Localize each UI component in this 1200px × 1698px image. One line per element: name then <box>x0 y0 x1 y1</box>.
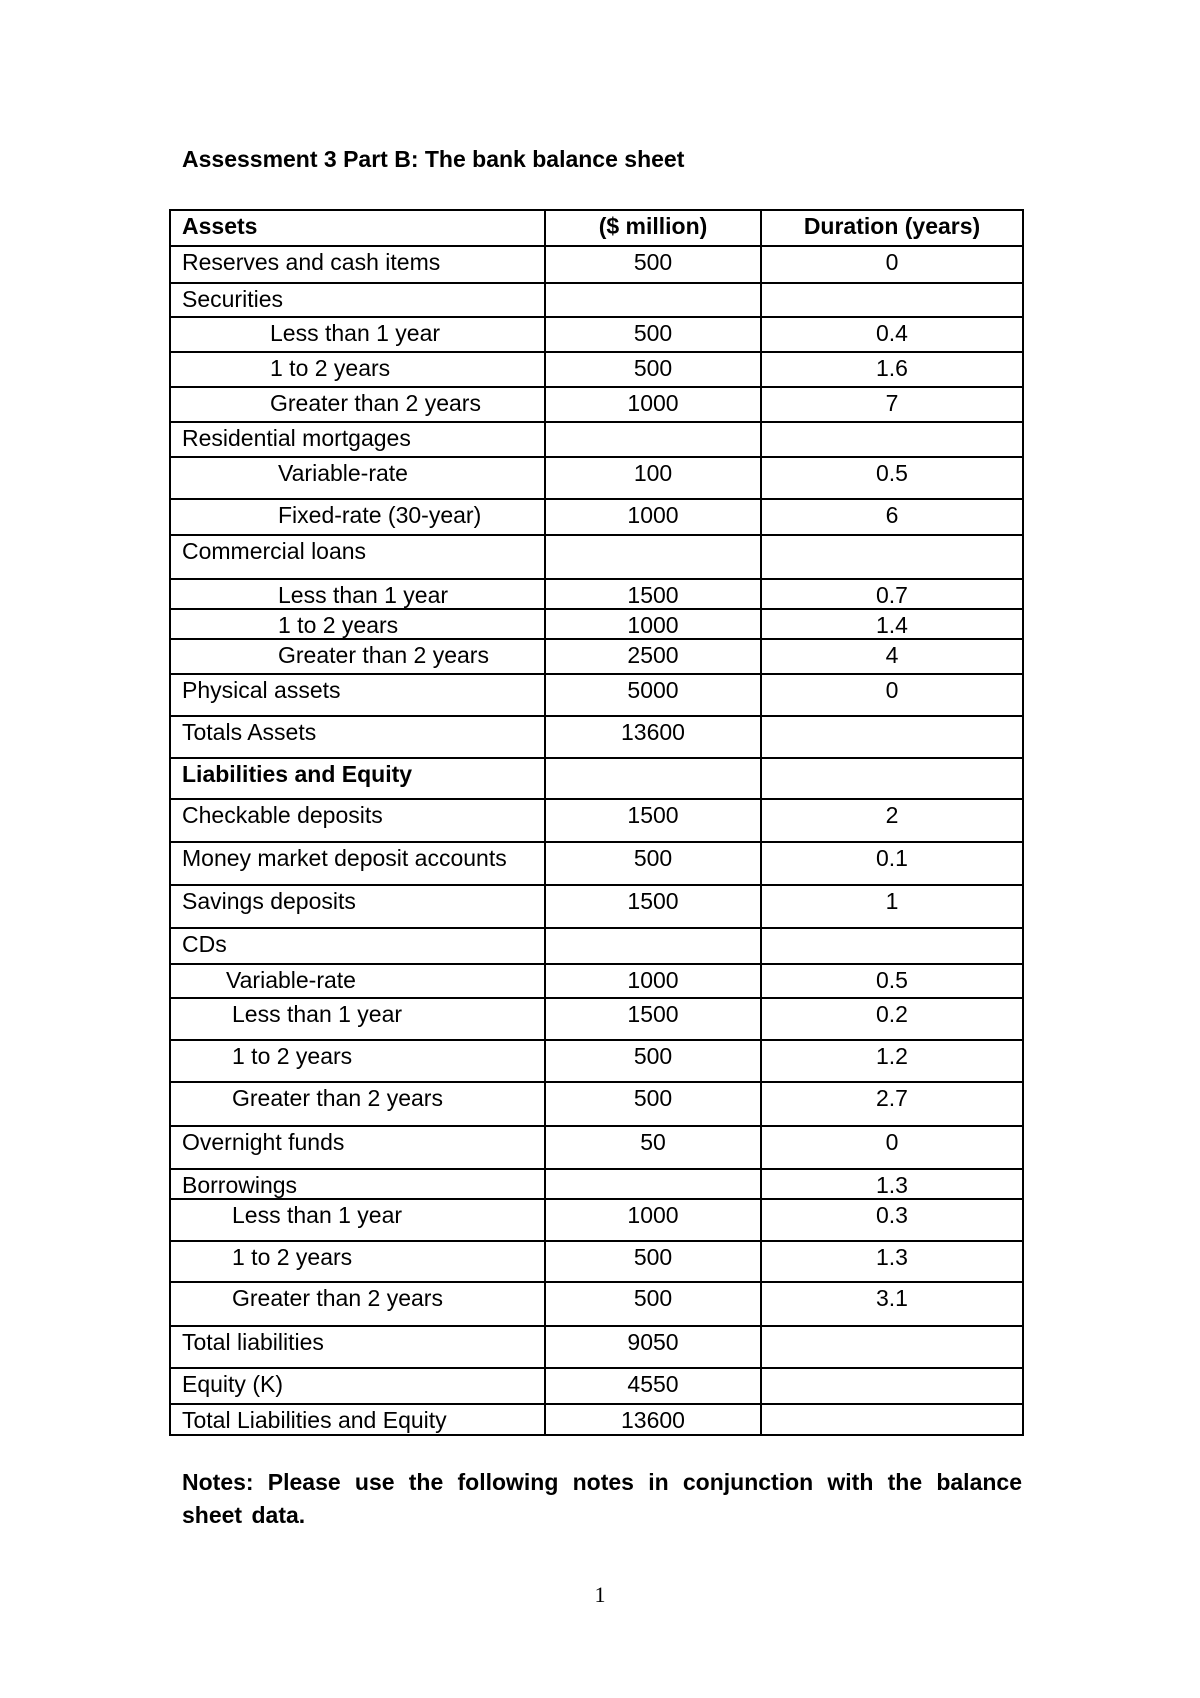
table-row <box>170 579 1023 609</box>
row-amount: 1000 <box>545 387 761 422</box>
row-label: Equity (K) <box>170 1368 545 1404</box>
row-duration: 0 <box>761 674 1023 716</box>
row-amount: 500 <box>545 246 761 283</box>
row-duration: 2 <box>761 799 1023 842</box>
table-row <box>170 499 1023 535</box>
row-amount <box>545 283 761 317</box>
table-row <box>170 283 1023 317</box>
row-amount <box>545 1169 761 1199</box>
row-label: 1 to 2 years <box>170 352 545 387</box>
row-amount: 2500 <box>545 639 761 674</box>
row-label: Greater than 2 years <box>170 387 545 422</box>
row-amount: 500 <box>545 1082 761 1126</box>
row-amount: 4550 <box>545 1368 761 1404</box>
table-row <box>170 639 1023 674</box>
row-amount <box>545 758 761 799</box>
row-duration: 0.5 <box>761 964 1023 998</box>
table-row <box>170 1169 1023 1199</box>
row-amount: 1000 <box>545 499 761 535</box>
row-duration <box>761 422 1023 457</box>
row-duration <box>761 1404 1023 1435</box>
row-amount <box>545 928 761 964</box>
row-amount <box>545 535 761 579</box>
row-amount: 1500 <box>545 998 761 1040</box>
table-row <box>170 535 1023 579</box>
table-row <box>170 1241 1023 1282</box>
row-amount: 9050 <box>545 1326 761 1368</box>
row-duration: 0.5 <box>761 457 1023 499</box>
header-duration: Duration (years) <box>761 210 1023 246</box>
row-amount: 1000 <box>545 609 761 639</box>
row-amount: 1500 <box>545 579 761 609</box>
row-duration <box>761 1326 1023 1368</box>
row-duration: 2.7 <box>761 1082 1023 1126</box>
row-amount: 1000 <box>545 1199 761 1241</box>
balance-sheet-table <box>169 209 1024 1436</box>
row-label: Money market deposit accounts <box>170 842 545 885</box>
table-row <box>170 317 1023 352</box>
row-label: Residential mortgages <box>170 422 545 457</box>
row-label: Less than 1 year <box>170 579 545 609</box>
row-label: Variable-rate <box>170 964 545 998</box>
row-duration: 3.1 <box>761 1282 1023 1326</box>
row-label: 1 to 2 years <box>170 1040 545 1082</box>
row-duration <box>761 928 1023 964</box>
row-amount: 500 <box>545 1040 761 1082</box>
row-label: Variable-rate <box>170 457 545 499</box>
row-label: Savings deposits <box>170 885 545 928</box>
table-row <box>170 799 1023 842</box>
row-duration: 0.7 <box>761 579 1023 609</box>
table-row <box>170 422 1023 457</box>
row-label: Borrowings <box>170 1169 545 1199</box>
row-duration <box>761 716 1023 758</box>
row-duration: 0.4 <box>761 317 1023 352</box>
row-label: Commercial loans <box>170 535 545 579</box>
row-amount: 500 <box>545 352 761 387</box>
row-duration: 0 <box>761 1126 1023 1169</box>
table-row <box>170 1404 1023 1435</box>
table-row <box>170 609 1023 639</box>
row-duration <box>761 283 1023 317</box>
table-row <box>170 1282 1023 1326</box>
row-amount: 13600 <box>545 716 761 758</box>
table-row <box>170 674 1023 716</box>
row-label: CDs <box>170 928 545 964</box>
table-row <box>170 1326 1023 1368</box>
row-label: Reserves and cash items <box>170 246 545 283</box>
table-row <box>170 716 1023 758</box>
row-amount: 1500 <box>545 799 761 842</box>
row-amount: 500 <box>545 317 761 352</box>
row-amount <box>545 422 761 457</box>
row-label: Checkable deposits <box>170 799 545 842</box>
row-duration: 0 <box>761 246 1023 283</box>
row-duration: 0.1 <box>761 842 1023 885</box>
table-row <box>170 885 1023 928</box>
row-label: 1 to 2 years <box>170 609 545 639</box>
table-row <box>170 352 1023 387</box>
row-label: Greater than 2 years <box>170 1282 545 1326</box>
row-duration: 1.3 <box>761 1241 1023 1282</box>
row-amount: 1000 <box>545 964 761 998</box>
table-row <box>170 1368 1023 1404</box>
table-row <box>170 998 1023 1040</box>
row-amount: 1500 <box>545 885 761 928</box>
row-amount: 500 <box>545 1282 761 1326</box>
row-label: 1 to 2 years <box>170 1241 545 1282</box>
table-row <box>170 758 1023 799</box>
row-label: Securities <box>170 283 545 317</box>
row-label: Less than 1 year <box>170 998 545 1040</box>
row-label: Physical assets <box>170 674 545 716</box>
row-duration: 1.6 <box>761 352 1023 387</box>
row-amount: 13600 <box>545 1404 761 1435</box>
row-amount: 100 <box>545 457 761 499</box>
table-row <box>170 387 1023 422</box>
table-row <box>170 842 1023 885</box>
row-duration: 4 <box>761 639 1023 674</box>
row-duration: 7 <box>761 387 1023 422</box>
header-assets: Assets <box>170 210 545 246</box>
section-heading-liabilities: Liabilities and Equity <box>170 758 545 799</box>
table-header-row <box>170 210 1023 246</box>
row-duration <box>761 758 1023 799</box>
row-duration: 1.3 <box>761 1169 1023 1199</box>
row-label: Total Liabilities and Equity <box>170 1404 545 1435</box>
page-number: 1 <box>594 1582 606 1607</box>
row-duration: 1.4 <box>761 609 1023 639</box>
row-duration: 0.2 <box>761 998 1023 1040</box>
row-label: Overnight funds <box>170 1126 545 1169</box>
row-label: Total liabilities <box>170 1326 545 1368</box>
row-label: Totals Assets <box>170 716 545 758</box>
table-row <box>170 246 1023 283</box>
row-amount: 500 <box>545 1241 761 1282</box>
row-amount: 500 <box>545 842 761 885</box>
table-row <box>170 928 1023 964</box>
row-label: Greater than 2 years <box>170 639 545 674</box>
header-amount: ($ million) <box>545 210 761 246</box>
table-row <box>170 1126 1023 1169</box>
table-row <box>170 1082 1023 1126</box>
table-row <box>170 964 1023 998</box>
table-row <box>170 1199 1023 1241</box>
row-duration: 1 <box>761 885 1023 928</box>
row-duration <box>761 535 1023 579</box>
table-row <box>170 1040 1023 1082</box>
row-duration: 0.3 <box>761 1199 1023 1241</box>
row-duration: 6 <box>761 499 1023 535</box>
row-label: Less than 1 year <box>170 317 545 352</box>
row-label: Greater than 2 years <box>170 1082 545 1126</box>
row-duration <box>761 1368 1023 1404</box>
row-label: Fixed-rate (30-year) <box>170 499 545 535</box>
table-row <box>170 457 1023 499</box>
row-amount: 50 <box>545 1126 761 1169</box>
row-amount: 5000 <box>545 674 761 716</box>
notes-paragraph: Notes: Please use the following notes in conjunction with the balance sheet data. <box>182 1469 1022 1528</box>
row-duration: 1.2 <box>761 1040 1023 1082</box>
page-title: Assessment 3 Part B: The bank balance sheet <box>182 146 685 172</box>
row-label: Less than 1 year <box>170 1199 545 1241</box>
